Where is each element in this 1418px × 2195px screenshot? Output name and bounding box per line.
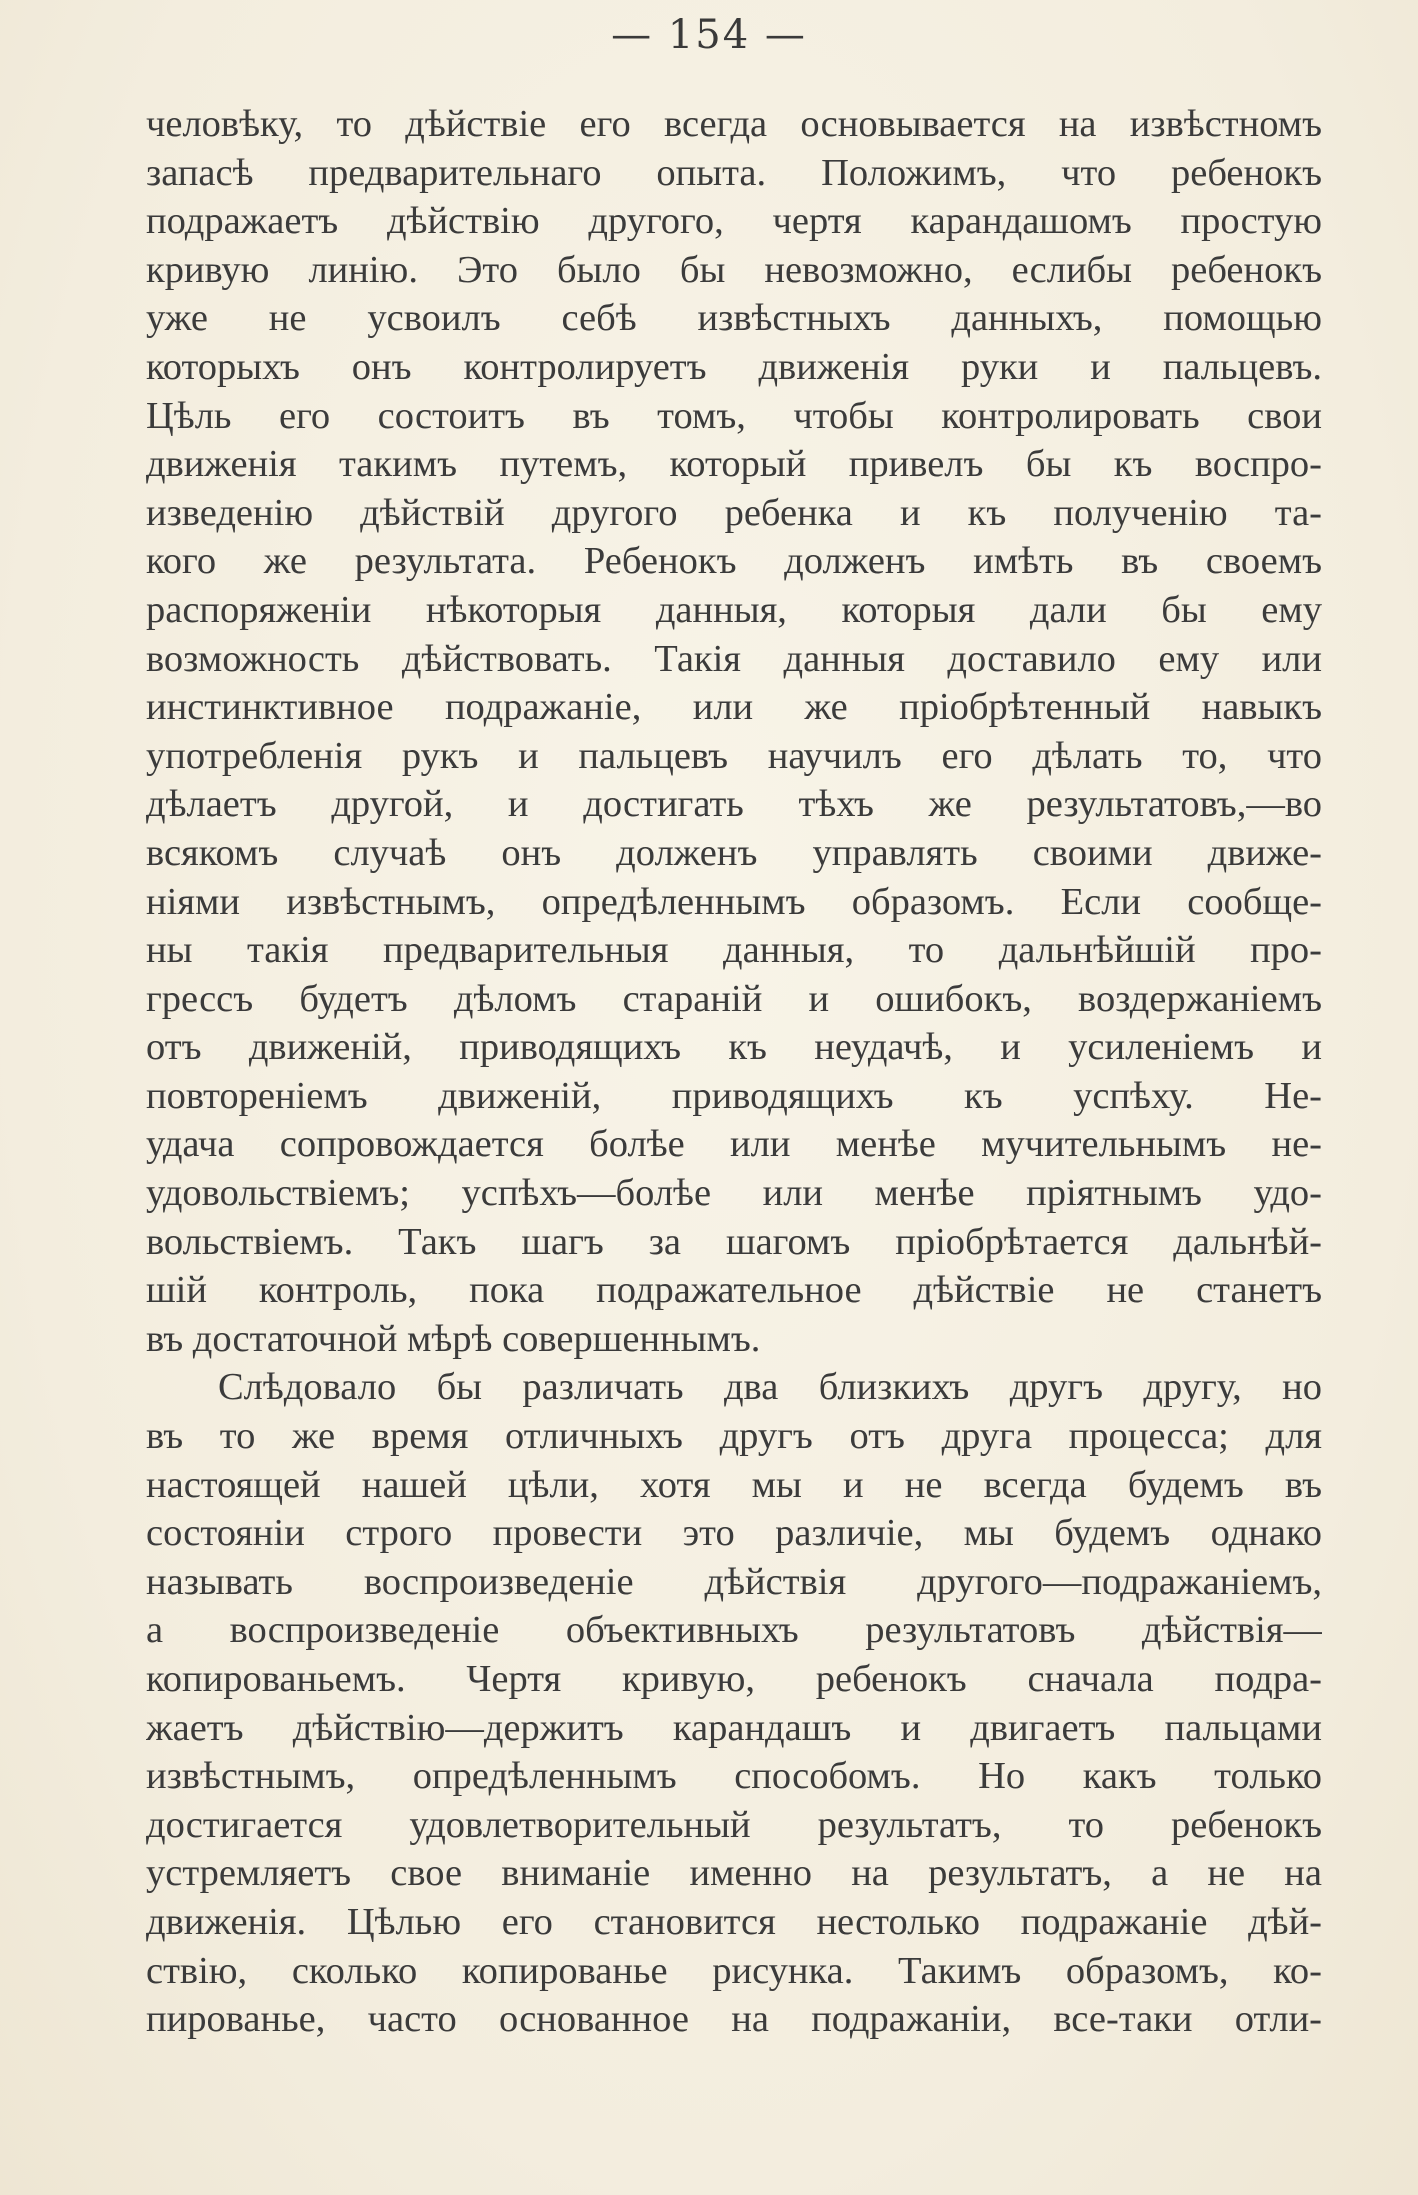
- text-line: движенія. Цѣлью его становится нестолько подражаніе дѣй-: [146, 1900, 1322, 1943]
- page-number: — 154 —: [611, 12, 807, 58]
- text-line: состояніи строго провести это различіе, мы будемъ однако: [146, 1512, 1322, 1555]
- text-line: ніями извѣстнымъ, опредѣленнымъ образомъ. Если сообще-: [146, 880, 1322, 923]
- text-line: кого же результата. Ребенокъ долженъ имѣть въ своемъ: [146, 540, 1322, 583]
- text-line: достигается удовлетворительный результатъ, то ребенокъ: [146, 1803, 1322, 1846]
- text-line: Цѣль его состоитъ въ томъ, чтобы контролировать свои: [146, 394, 1322, 437]
- text-line: всякомъ случаѣ онъ долженъ управлять своими движе-: [146, 831, 1322, 874]
- text-line: изведенію дѣйствій другого ребенка и къ полученію та-: [146, 491, 1322, 534]
- text-line: шій контроль, пока подражательное дѣйствіе не станетъ: [146, 1269, 1322, 1312]
- text-line: устремляетъ свое вниманіе именно на результатъ, а не на: [146, 1852, 1322, 1895]
- text-line: вольствіемъ. Такъ шагъ за шагомъ пріобрѣтается дальнѣй-: [146, 1220, 1322, 1263]
- text-line: повтореніемъ движеній, приводящихъ къ успѣху. Не-: [146, 1074, 1322, 1117]
- paragraph-1: [146, 100, 1322, 1363]
- text-line: пированье, часто основанное на подражаніи, все-таки отли-: [146, 1998, 1322, 2041]
- text-line: дѣлаетъ другой, и достигать тѣхъ же результатовъ,—во: [146, 783, 1322, 826]
- text-line: движенія такимъ путемъ, который привелъ бы къ воспро-: [146, 443, 1322, 486]
- text-line: называть воспроизведеніе дѣйствія другого—подражаніемъ,: [146, 1560, 1322, 1603]
- text-line: употребленія рукъ и пальцевъ научилъ его дѣлать то, что: [146, 734, 1322, 777]
- text-line: ны такія предварительныя данныя, то дальнѣйшій про-: [146, 929, 1322, 972]
- text-line: ствію, сколько копированье рисунка. Такимъ образомъ, ко-: [146, 1949, 1322, 1992]
- text-line: которыхъ онъ контролируетъ движенія руки и пальцевъ.: [146, 345, 1322, 388]
- text-line: копированьемъ. Чертя кривую, ребенокъ сначала подра-: [146, 1658, 1322, 1700]
- text-line: въ то же время отличныхъ другъ отъ друга процесса; для: [146, 1415, 1322, 1458]
- text-line: извѣстнымъ, опредѣленнымъ способомъ. Но какъ только: [146, 1755, 1322, 1798]
- text-line: а воспроизведеніе объективныхъ результатовъ дѣйствія—: [146, 1609, 1322, 1652]
- paragraph-2: [146, 1363, 1322, 2043]
- text-line: грессъ будетъ дѣломъ стараній и ошибокъ, воздержаніемъ: [146, 977, 1322, 1020]
- text-line: подражаетъ дѣйствію другого, чертя карандашомъ простую: [146, 200, 1322, 243]
- text-line: кривую линію. Это было бы невозможно, еслибы ребенокъ: [146, 248, 1322, 291]
- text-line: распоряженіи нѣкоторыя данныя, которыя дали бы ему: [146, 588, 1322, 631]
- body-text: [146, 100, 1322, 2044]
- text-line: удовольствіемъ; успѣхъ—болѣе или менѣе пріятнымъ удо-: [146, 1172, 1322, 1215]
- text-line: настоящей нашей цѣли, хотя мы и не всегда будемъ въ: [146, 1463, 1322, 1506]
- text-line: человѣку, то дѣйствіе его всегда основывается на извѣстномъ: [146, 103, 1322, 145]
- text-line: жаетъ дѣйствію—держитъ карандашъ и двигаетъ пальцами: [146, 1706, 1322, 1749]
- text-line: уже не усвоилъ себѣ извѣстныхъ данныхъ, помощью: [146, 297, 1322, 340]
- text-line: отъ движеній, приводящихъ къ неудачѣ, и усиленіемъ и: [146, 1026, 1322, 1069]
- text-line: инстинктивное подражаніе, или же пріобрѣтенный навыкъ: [146, 686, 1322, 729]
- text-line: Слѣдовало бы различать два близкихъ другъ другу, но: [218, 1366, 1322, 1409]
- text-line: удача сопровождается болѣе или менѣе мучительнымъ не-: [146, 1123, 1322, 1166]
- text-line: въ достаточной мѣрѣ совершеннымъ.: [146, 1317, 761, 1360]
- text-line: возможность дѣйствовать. Такія данныя доставило ему или: [146, 637, 1322, 680]
- text-line: запасѣ предварительнаго опыта. Положимъ, что ребенокъ: [146, 151, 1322, 194]
